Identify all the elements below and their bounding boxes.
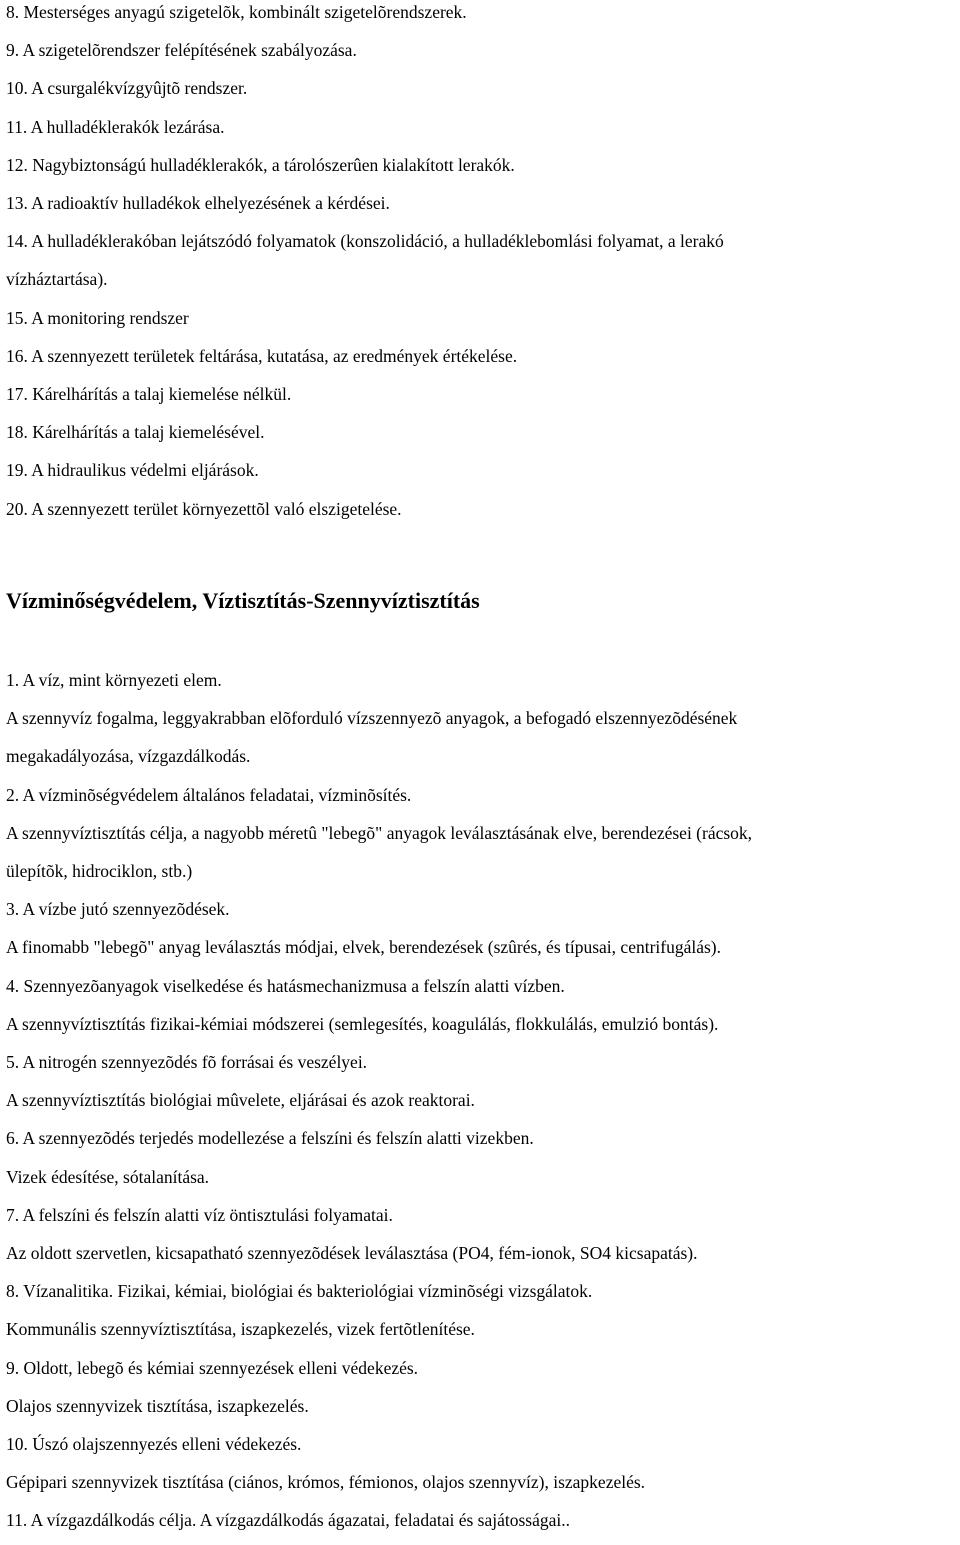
list-item: Gépipari szennyvizek tisztítása (ciános, krómos, fémionos, olajos szennyvíz), iszapkezelés. <box>6 1472 646 1493</box>
list-item: 20. A szennyezett terület környezettõl való elszigetelése. <box>6 498 402 519</box>
list-item: Kommunális szennyvíztisztítása, iszapkezelés, vizek fertõtlenítése. <box>6 1319 475 1340</box>
list-item: 8. Vízanalitika. Fizikai, kémiai, biológiai és bakteriológiai vízminõségi vizsgálatok. <box>6 1281 593 1302</box>
list-item: 9. A szigetelõrendszer felépítésének szabályozása. <box>6 40 357 61</box>
list-item: 10. Úszó olajszennyezés elleni védekezés. <box>6 1434 302 1455</box>
list-item: 6. A szennyezõdés terjedés modellezése a felszíni és felszín alatti vizekben. <box>6 1128 534 1149</box>
list-item: 11. A hulladéklerakók lezárása. <box>6 116 225 137</box>
list-item: 14. A hulladéklerakóban lejátszódó folyamatok (konszolidáció, a hulladéklebomlási folyamat, a lerakó <box>6 231 724 252</box>
list-item: 3. A vízbe jutó szennyezõdések. <box>6 899 230 920</box>
list-item: 7. A felszíni és felszín alatti víz öntisztulási folyamatai. <box>6 1204 393 1225</box>
list-item: 12. Nagybiztonságú hulladéklerakók, a tárolószerûen kialakított lerakók. <box>6 154 515 175</box>
list-item: 18. Kárelhárítás a talaj kiemelésével. <box>6 422 265 443</box>
list-item: A szennyvíztisztítás célja, a nagyobb méretû "lebegõ" anyagok leválasztásának elve, berendezései (rácsok, <box>6 822 753 843</box>
section-heading: Vízminőségvédelem, Víztisztítás-Szennyvíztisztítás <box>6 588 480 613</box>
document-page <box>6 0 956 1531</box>
list-item: 2. A vízminõségvédelem általános feladatai, vízminõsítés. <box>6 784 412 805</box>
top-topic-list <box>6 0 956 528</box>
list-item: A szennyvíz fogalma, leggyakrabban elõforduló vízszennyezõ anyagok, a befogadó elszennyezõdésének <box>6 708 738 729</box>
list-item: A finomabb "lebegõ" anyag leválasztás módjai, elvek, berendezések (szûrés, és típusai, centrifugálás). <box>6 937 721 958</box>
list-item: 17. Kárelhárítás a talaj kiemelése nélkül. <box>6 384 292 405</box>
list-item: 8. Mesterséges anyagú szigetelõk, kombinált szigetelõrendszerek. <box>6 2 467 22</box>
list-item: A szennyvíztisztítás biológiai mûvelete, eljárásai és azok reaktorai. <box>6 1090 475 1111</box>
list-item: 16. A szennyezett területek feltárása, kutatása, az eredmények értékelése. <box>6 345 518 366</box>
list-item: Olajos szennyvizek tisztítása, iszapkezelés. <box>6 1395 309 1416</box>
list-item: 15. A monitoring rendszer <box>6 307 189 328</box>
list-item: 11. A vízgazdálkodás célja. A vízgazdálkodás ágazatai, feladatai és sajátosságai.. <box>6 1510 570 1531</box>
list-item: Vizek édesítése, sótalanítása. <box>6 1166 210 1187</box>
list-item-continuation: megakadályozása, vízgazdálkodás. <box>6 746 251 767</box>
water-quality-topic-list <box>6 661 752 1540</box>
list-item: Az oldott szervetlen, kicsapatható szennyezõdések leválasztása (PO4, fém-ionok, SO4 kicsapatás). <box>6 1243 698 1264</box>
list-item: 1. A víz, mint környezeti elem. <box>6 670 222 690</box>
list-item: 4. Szennyezõanyagok viselkedése és hatásmechanizmusa a felszín alatti vízben. <box>6 975 565 996</box>
list-item: 9. Oldott, lebegõ és kémiai szennyezések elleni védekezés. <box>6 1357 419 1378</box>
list-item-continuation: ülepítõk, hidrociklon, stb.) <box>6 861 193 882</box>
list-item: 10. A csurgalékvízgyûjtõ rendszer. <box>6 78 248 99</box>
list-item: A szennyvíztisztítás fizikai-kémiai módszerei (semlegesítés, koagulálás, flokkulálás, emulzió bontás). <box>6 1013 719 1034</box>
list-item: 5. A nitrogén szennyezõdés fõ forrásai és veszélyei. <box>6 1052 368 1073</box>
list-item: 19. A hidraulikus védelmi eljárások. <box>6 460 259 481</box>
list-item: 13. A radioaktív hulladékok elhelyezésének a kérdései. <box>6 193 390 214</box>
list-item-continuation: vízháztartása). <box>6 269 108 290</box>
